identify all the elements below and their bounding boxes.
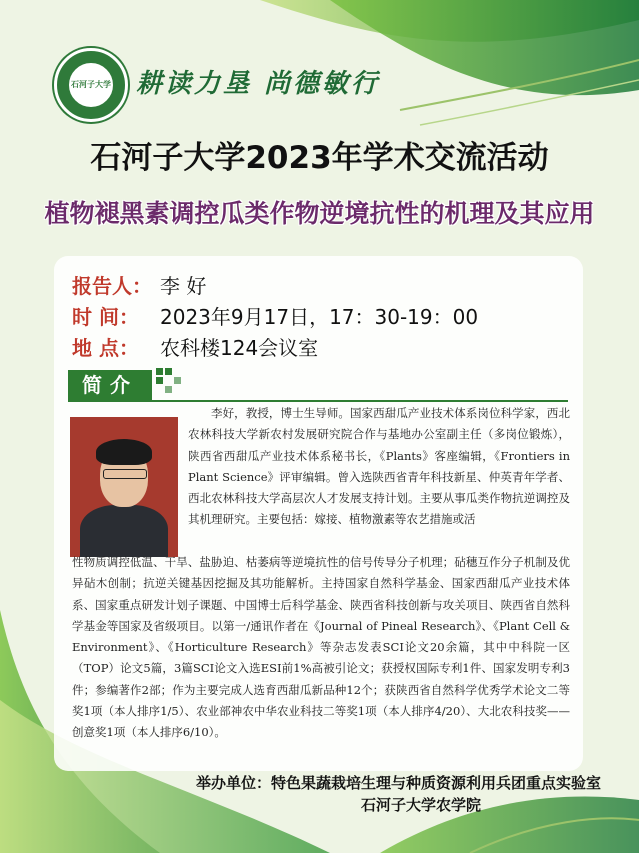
organizer-block [196,772,601,816]
decor-square [165,368,172,375]
intro-heading: 简介 [68,370,152,400]
time-value: 2023年9月17日，17：30-19：00 [160,305,479,329]
place-row [72,332,318,361]
university-logo [54,48,128,122]
time-row [72,301,478,330]
time-label: 时 间： [72,305,139,329]
speaker-photo [70,417,178,557]
organizer-unit1: 特色果蔬栽培生理与种质资源利用兵团重点实验室 [270,774,601,792]
organizer-label: 举办单位： [195,774,271,792]
place-label: 地 点： [72,336,139,360]
speaker-row [72,270,206,299]
photo-glasses [103,469,147,479]
decor-square [156,377,163,384]
lecture-title: 植物褪黑素调控瓜类作物逆境抗性的机理及其应用 [44,199,595,228]
photo-hair [96,439,152,465]
speaker-label: 报告人： [72,274,152,298]
bio-text-part1: 李好，教授，博士生导师。国家西甜瓜产业技术体系岗位科学家，西北农林科技大学新农村发展研究院合作与基地办公室副主任（多岗位锻炼），陕西省西甜瓜产业技术体系秘书长，《Plants》客座编辑，《Frontiers in Plant Science》评审编辑。曾入选陕西省青年科技新星、仲英青年学者、西北农林科技大学高层次人才发展支持计划。主要从事瓜类作物抗逆调控及其机理研究。主要包括：嫁接、植物激素等农艺措施或活 [188,406,570,527]
decor-square [165,386,172,393]
photo-body [80,505,168,557]
decor-square [174,377,181,384]
speaker-name: 李 好 [160,274,207,298]
intro-divider [68,400,568,402]
logo-text: 石河子大学 [71,80,111,89]
decor-square [156,368,163,375]
event-title: 石河子大学2023年学术交流活动 [90,140,549,176]
organizer-line1 [196,772,601,794]
organizer-unit2: 石河子大学农学院 [360,796,481,814]
university-motto: 耕读力垦 尚德敏行 [136,69,381,99]
bio-text-part2: 性物质调控低温、干旱、盐胁迫、枯萎病等逆境抗性的信号传导分子机理；砧穗互作分子机制及优异砧木创制；抗逆关键基因挖掘及其功能解析。主持国家自然科学基金、国家西甜瓜产业技术体系、国家重点研发计划子课题、中国博士后科学基金、陕西省科技创新与攻关项目、陕西省自然科学基金等国家及省级项目。以第一/通讯作者在《Journal of Pineal Research》、《Plant Cell & Environment》、《Horticulture Research》等杂志发表SCI论文20余篇，其中中科院一区（TOP）论文5篇，3篇SCI论文入选ESI前1%高被引论文；获授权国际专利1件、国家发明专利3件；参编著作2部；作为主要完成人选育西甜瓜新品种12个；获陕西省自然科学优秀学术论文二等奖1项（本人排序1/5）、农业部神农中华农业科技二等奖1项（本人排序4/20）、大北农科技奖——创意奖1项（本人排序6/10）。 [72,555,570,740]
place-value: 农科楼124会议室 [160,336,319,360]
